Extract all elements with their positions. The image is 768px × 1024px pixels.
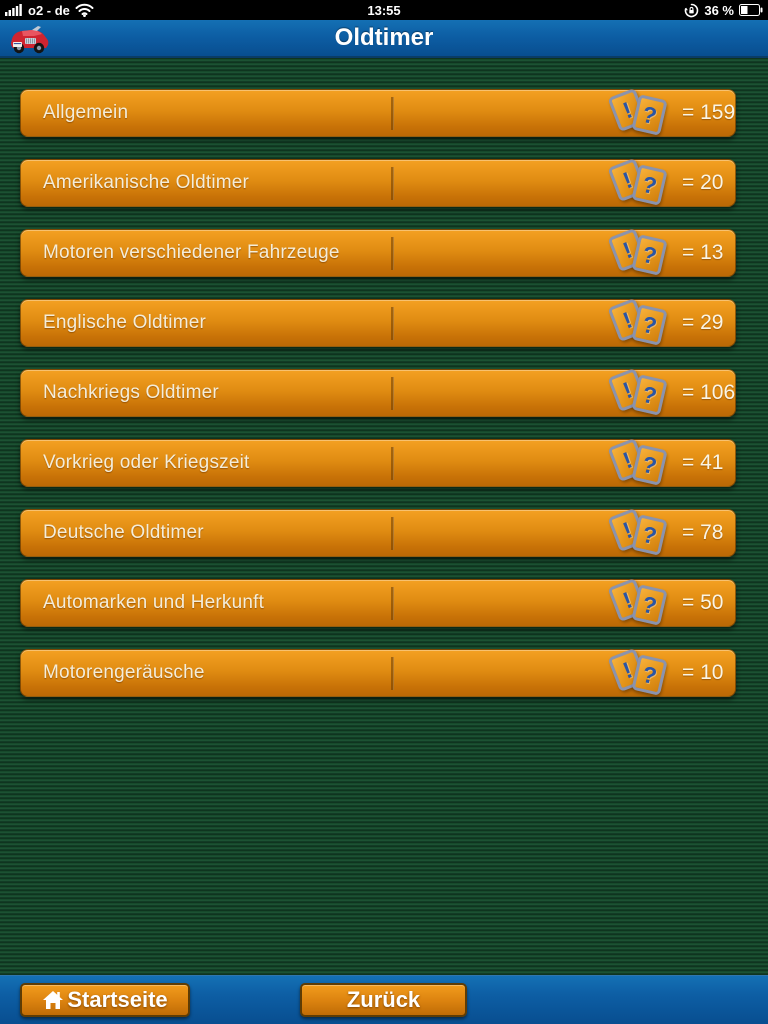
category-count: = 20	[682, 171, 724, 194]
category-right	[606, 300, 723, 346]
question-cards-icon: ! ?	[606, 90, 676, 136]
category-label: Nachkriegs Oldtimer	[43, 382, 219, 403]
question-cards-icon: ! ?	[606, 370, 676, 416]
category-count: = 29	[682, 311, 724, 334]
footer-bar	[0, 975, 768, 1024]
battery-percent-label: 36 %	[704, 2, 734, 18]
category-label: Deutsche Oldtimer	[43, 522, 204, 543]
divider	[391, 237, 394, 270]
category-count: = 106	[682, 381, 736, 404]
category-label: Motoren verschiedener Fahrzeuge	[43, 242, 340, 263]
category-button-automarken-und-herkunft[interactable]	[20, 579, 736, 627]
title-bar	[0, 20, 768, 58]
question-cards-icon: ! ?	[606, 580, 676, 626]
category-button-motorengeraeusche[interactable]	[20, 649, 736, 697]
category-button-englische-oldtimer[interactable]	[20, 299, 736, 347]
divider	[391, 587, 394, 620]
category-button-vorkrieg-oder-kriegszeit[interactable]	[20, 439, 736, 487]
category-count: = 13	[682, 241, 724, 264]
back-button[interactable]	[300, 983, 467, 1017]
category-right	[606, 160, 723, 206]
category-label: Englische Oldtimer	[43, 312, 207, 333]
question-cards-icon: ! ?	[606, 230, 676, 276]
category-button-allgemein[interactable]	[20, 89, 736, 137]
category-label: Vorkrieg oder Kriegszeit	[43, 452, 250, 473]
category-count: = 159	[682, 101, 736, 124]
home-button-label: Startseite	[67, 987, 168, 1012]
category-button-deutsche-oldtimer[interactable]	[20, 509, 736, 557]
category-label: Amerikanische Oldtimer	[43, 172, 250, 193]
divider	[391, 167, 394, 200]
category-list	[0, 89, 768, 719]
category-right	[606, 90, 735, 136]
question-cards-icon: ! ?	[606, 650, 676, 696]
divider	[391, 517, 394, 550]
category-right	[606, 580, 723, 626]
divider	[391, 657, 394, 690]
divider	[391, 447, 394, 480]
category-count: = 10	[682, 661, 724, 684]
question-cards-icon: ! ?	[606, 160, 676, 206]
divider	[391, 377, 394, 410]
category-button-nachkriegs-oldtimer[interactable]	[20, 369, 736, 417]
clock: 13:55	[367, 2, 401, 18]
category-count: = 78	[682, 521, 724, 544]
category-right	[606, 370, 735, 416]
category-button-amerikanische-oldtimer[interactable]	[20, 159, 736, 207]
category-label: Automarken und Herkunft	[43, 592, 265, 613]
category-count: = 41	[682, 451, 724, 474]
category-right	[606, 230, 723, 276]
category-label: Allgemein	[43, 102, 129, 123]
divider	[391, 307, 394, 340]
divider	[391, 97, 394, 130]
home-button[interactable]	[20, 983, 190, 1017]
question-cards-icon: ! ?	[606, 300, 676, 346]
category-right	[606, 650, 723, 696]
category-button-motoren-verschiedener-fahrzeuge[interactable]	[20, 229, 736, 277]
carrier-label: o2 - de	[28, 2, 70, 18]
category-right	[606, 440, 723, 486]
question-cards-icon: ! ?	[606, 510, 676, 556]
category-label: Motorengeräusche	[43, 662, 205, 683]
back-button-label: Zurück	[346, 987, 421, 1012]
category-count: = 50	[682, 591, 724, 614]
page-title: Oldtimer	[334, 24, 434, 51]
category-right	[606, 510, 723, 556]
status-bar	[0, 0, 768, 20]
question-cards-icon: ! ?	[606, 440, 676, 486]
home-icon	[42, 989, 64, 1011]
